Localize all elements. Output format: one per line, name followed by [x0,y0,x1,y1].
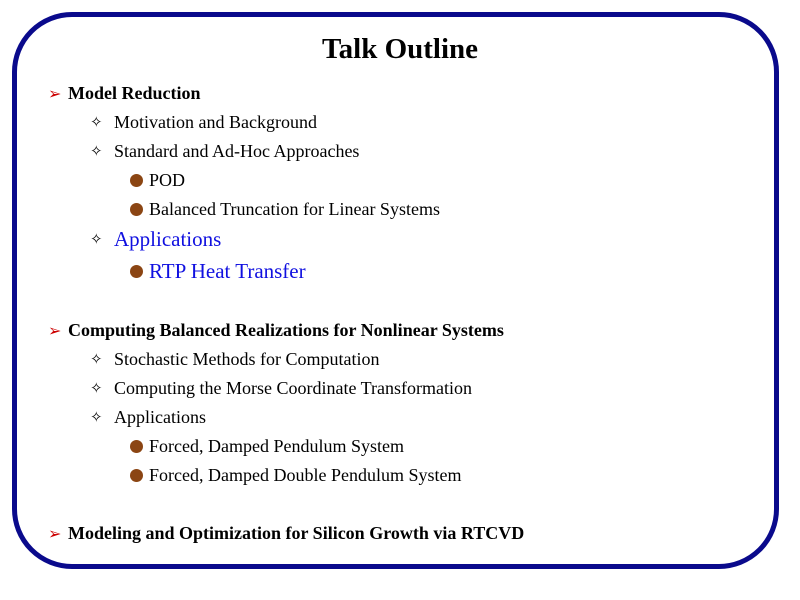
round-dot-bullet-icon [130,469,143,482]
arrowhead-bullet-icon: ➢ [48,320,62,340]
four-point-star-bullet-icon: ✧ [90,350,103,368]
section-heading-label: Model Reduction [68,82,201,103]
outline-item [90,347,379,371]
outline-item-label: Standard and Ad-Hoc Approaches [114,140,360,161]
round-dot-bullet-icon [130,203,143,216]
arrowhead-bullet-icon: ➢ [48,523,62,543]
section-heading-silicon-growth [48,521,524,545]
outline-item [90,405,206,429]
four-point-star-bullet-icon: ✧ [90,142,103,160]
slide-title: Talk Outline [321,33,479,65]
outline-subitem [130,197,440,221]
outline-subitem-label: Balanced Truncation for Linear Systems [149,198,440,219]
outline-subitem-label: RTP Heat Transfer [149,258,306,283]
outline-subitem [130,434,404,458]
outline-item-label: Motivation and Background [114,111,317,132]
outline-item [90,110,317,134]
four-point-star-bullet-icon: ✧ [90,379,103,397]
four-point-star-bullet-icon: ✧ [90,408,103,426]
outline-item-label: Applications [114,226,222,251]
section-heading-model-reduction [48,81,201,105]
section-heading-balanced-realizations [48,318,504,342]
outline-item [90,139,359,163]
four-point-star-bullet-icon: ✧ [90,230,103,248]
round-dot-bullet-icon [130,265,143,278]
section-heading-label: Computing Balanced Realizations for Nonlinear Systems [68,319,504,340]
outline-subitem-label: POD [149,169,186,190]
outline-item-highlighted [90,225,221,253]
outline-item-label: Computing the Morse Coordinate Transformation [114,377,472,398]
section-heading-label: Modeling and Optimization for Silicon Growth via RTCVD [68,522,525,543]
outline-subitem [130,168,185,192]
arrowhead-bullet-icon: ➢ [48,83,62,103]
outline-subitem-highlighted [130,257,306,285]
outline-subitem-label: Forced, Damped Double Pendulum System [149,464,462,485]
outline-item-label: Applications [114,406,206,427]
round-dot-bullet-icon [130,174,143,187]
outline-subitem [130,463,461,487]
four-point-star-bullet-icon: ✧ [90,113,103,131]
round-dot-bullet-icon [130,440,143,453]
outline-item-label: Stochastic Methods for Computation [114,348,380,369]
outline-item [90,376,472,400]
outline-subitem-label: Forced, Damped Pendulum System [149,435,404,456]
